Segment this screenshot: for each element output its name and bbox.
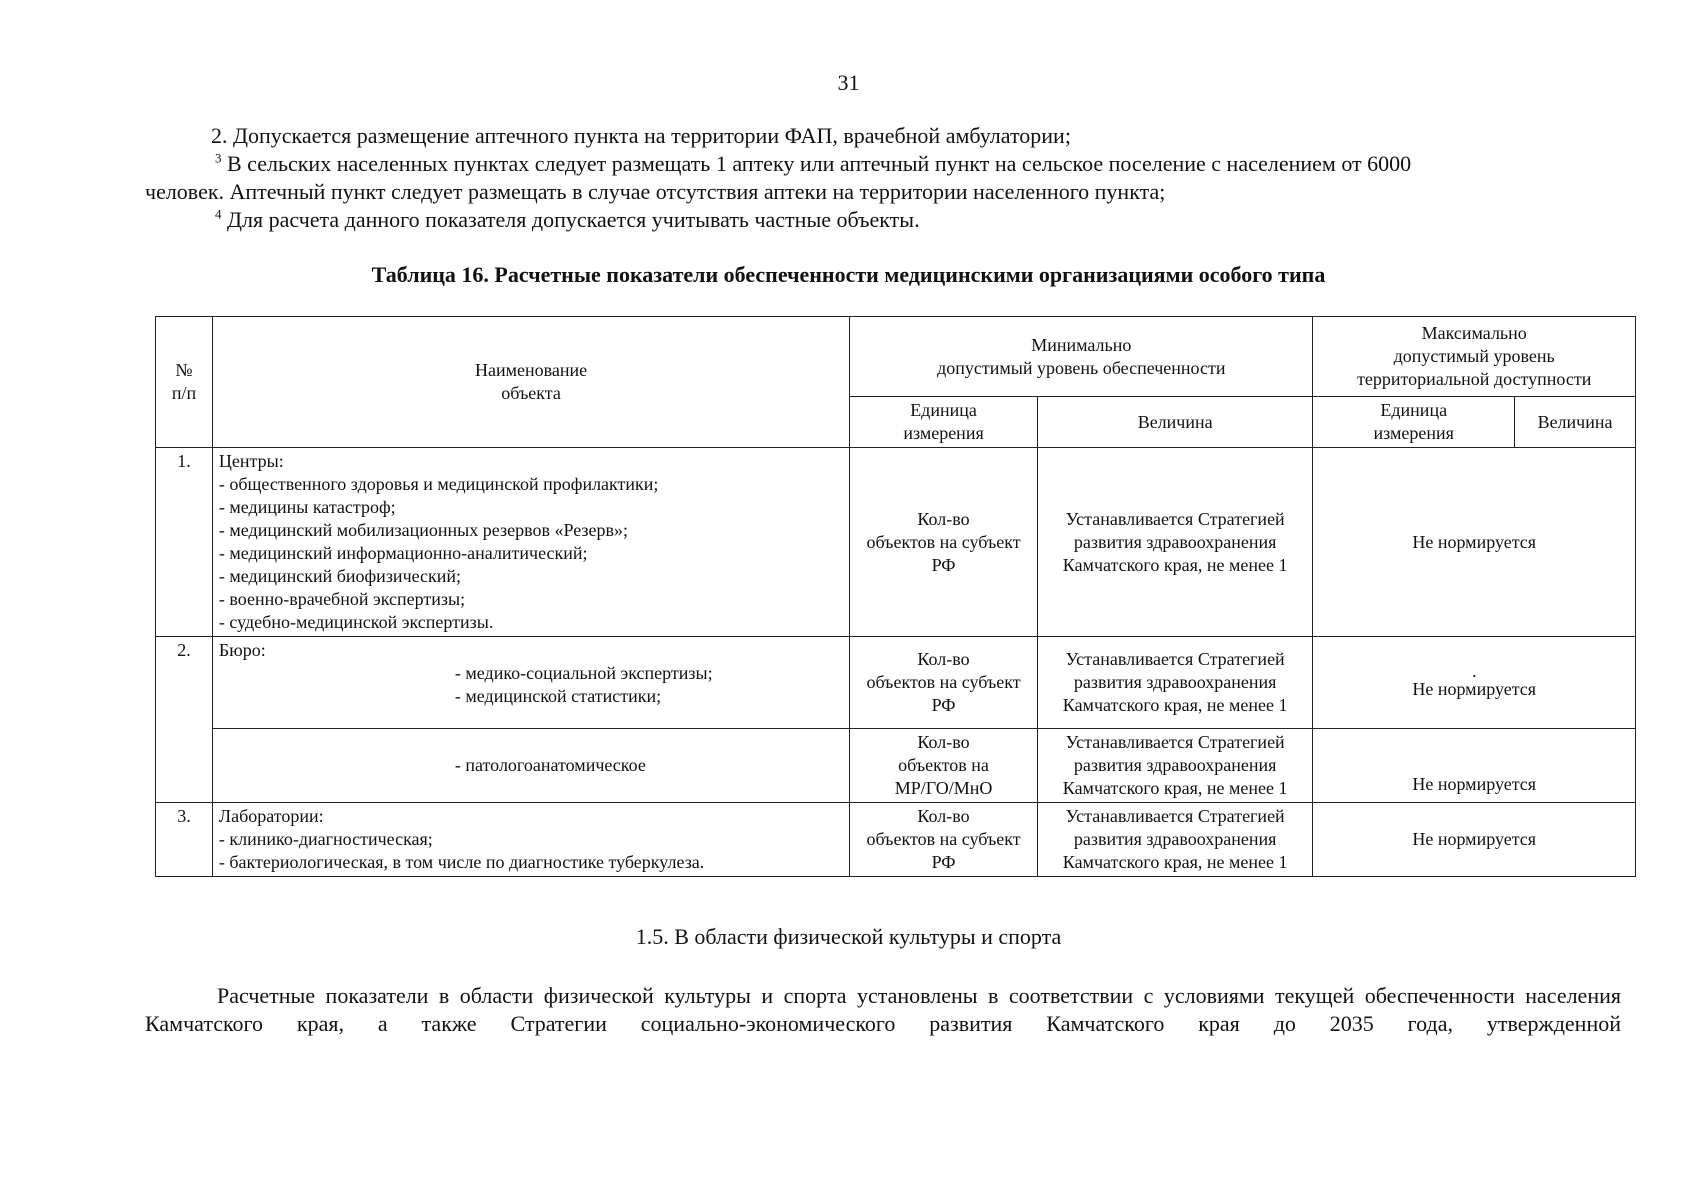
header-min-group	[850, 317, 1313, 397]
row-1-line: - медицинский биофизический;	[218, 566, 462, 586]
row-1-line: Центры:	[218, 451, 284, 471]
row-2-unit	[850, 637, 1038, 729]
header-value-2-text: Величина	[1537, 411, 1613, 432]
header-name	[212, 317, 849, 448]
table-row	[156, 448, 1636, 637]
footnotes	[145, 122, 1545, 234]
header-max-group	[1313, 317, 1636, 397]
page-number: 31	[837, 70, 860, 95]
note-4-text: Для расчета данного показателя допускается учитывать частные объекты.	[221, 207, 920, 232]
table-title: Таблица 16. Расчетные показатели обеспеченности медицинскими организациями особого типа	[371, 262, 1326, 287]
row-3-value-text: Устанавливается Стратегией развития здравоохранения Камчатского края, не менее 1	[1062, 806, 1288, 872]
header-num-text: № п/п	[171, 360, 197, 403]
row-1-line: - медицинский мобилизационных резервов «Резерв»;	[218, 520, 629, 540]
row-1-name	[212, 448, 849, 637]
header-max-group-text: Максимально допустимый уровень территориальной доступности	[1357, 323, 1592, 389]
header-unit	[850, 397, 1038, 448]
header-value-2	[1515, 397, 1636, 448]
row-2b-value-text: Устанавливается Стратегией развития здравоохранения Камчатского края, не менее 1	[1062, 732, 1288, 798]
note-3-line2: человек. Аптечный пункт следует размещать в случае отсутствия аптеки на территории населенного пункта;	[145, 179, 1166, 204]
note-2: 2. Допускается размещение аптечного пункта на территории ФАП, врачебной амбулатории;	[211, 123, 1071, 148]
section-heading: 1.5. В области физической культуры и спорта	[635, 924, 1062, 949]
row-2-unit-text: Кол-во объектов на субъект РФ	[866, 649, 1021, 715]
row-3-max-text: Не нормируется	[1412, 829, 1537, 849]
row-3-max	[1313, 803, 1636, 877]
row-2b-unit	[850, 729, 1038, 803]
row-2-num: 2.	[156, 637, 213, 803]
row-1-num: 1.	[156, 448, 213, 637]
note-3-line1	[145, 150, 1545, 178]
header-unit-2	[1313, 397, 1515, 448]
indicators-table	[155, 316, 1636, 877]
row-1-line: - военно-врачебной экспертизы;	[218, 589, 466, 609]
row-3-line: Лаборатории:	[218, 806, 324, 826]
row-1-max-text: Не нормируется	[1412, 531, 1537, 552]
row-3-num: 3.	[156, 803, 213, 877]
row-2-value	[1037, 637, 1313, 729]
row-3-unit-text: Кол-во объектов на субъект РФ	[866, 806, 1021, 872]
note-3-text: В сельских населенных пунктах следует размещать 1 аптеку или аптечный пункт на сельское поселение с населением от 6000	[221, 151, 1412, 176]
row-2-sub1: - медико-социальной экспертизы;	[454, 663, 713, 683]
row-1-line: - судебно-медицинской экспертизы.	[218, 612, 494, 632]
row-3-value	[1037, 803, 1313, 877]
row-2-max-text: Не нормируется	[1412, 679, 1537, 699]
row-1-line: - общественного здоровья и медицинской профилактики;	[218, 474, 659, 494]
note-4	[145, 206, 1545, 234]
row-2-max	[1313, 637, 1636, 729]
row-1-max	[1313, 448, 1636, 637]
header-unit-2-text: Единица измерения	[1373, 400, 1454, 443]
table-row	[156, 803, 1636, 877]
header-value	[1037, 397, 1313, 448]
row-2b-sub: - патологоанатомическое	[454, 755, 646, 775]
row-2-value-text: Устанавливается Стратегией развития здравоохранения Камчатского края, не менее 1	[1062, 649, 1288, 715]
row-3-unit	[850, 803, 1038, 877]
row-1-value	[1037, 448, 1313, 637]
row-1-line: - медицины катастроф;	[218, 497, 396, 517]
header-min-group-text: Минимально допустимый уровень обеспеченности	[937, 334, 1226, 378]
header-num	[156, 317, 213, 448]
row-2b-value	[1037, 729, 1313, 803]
row-1-unit	[850, 448, 1038, 637]
row-3-line: - клинико-диагностическая;	[218, 829, 433, 849]
row-2b-max	[1313, 729, 1636, 803]
row-2-max-dot: .	[1471, 661, 1477, 681]
body-paragraph: Расчетные показатели в области физической культуры и спорта установлены в соответствии с условиями текущей обеспеченности населения Камчатского края, а также Стратегии социально-экономического развития Камчатского края до 2035 года, утвержденной	[145, 983, 1621, 1036]
row-2b-max-text: Не нормируется	[1412, 774, 1537, 794]
note-3-marker: 3	[215, 150, 222, 166]
row-2-title: Бюро:	[218, 640, 266, 660]
row-1-line: - медицинский информационно-аналитический;	[218, 543, 588, 563]
table-row	[156, 729, 1636, 803]
row-2b-unit-text: Кол-во объектов на МР/ГО/МнО	[894, 732, 993, 798]
row-2b-name	[212, 729, 849, 803]
table-row	[156, 637, 1636, 729]
header-name-text: Наименование объекта	[474, 360, 588, 403]
row-3-name	[212, 803, 849, 877]
row-1-unit-text: Кол-во объектов на субъект РФ	[866, 508, 1021, 575]
row-1-value-text: Устанавливается Стратегией развития здравоохранения Камчатского края, не менее 1	[1062, 508, 1288, 575]
header-unit-text: Единица измерения	[903, 400, 984, 443]
note-4-marker: 4	[215, 206, 222, 222]
row-3-line: - бактериологическая, в том числе по диагностике туберкулеза.	[218, 852, 705, 872]
header-value-text: Величина	[1137, 411, 1213, 432]
row-2-name	[212, 637, 849, 729]
row-2-sub2: - медицинской статистики;	[454, 686, 662, 706]
